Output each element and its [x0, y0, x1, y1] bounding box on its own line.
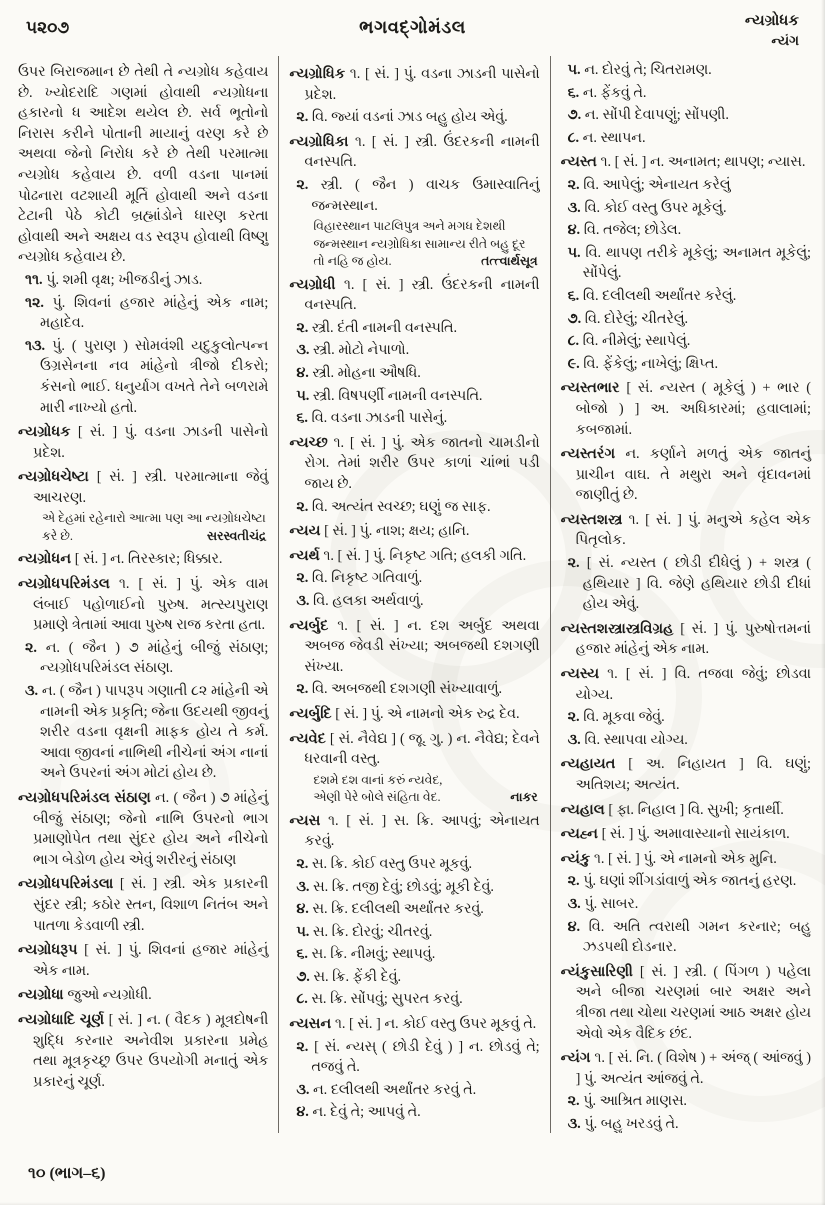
running-head-last-word: ન્યંગ — [771, 33, 799, 48]
dictionary-entry: ન્યર્થ ૧. [ સં. ] પું. નિકૃષ્ટ ગતિ; હલકી ગતિ. — [289, 547, 527, 564]
headword: ન્યસ — [289, 812, 321, 829]
dictionary-entry: ૨. [ સં. ન્યસ્ ( છોડી દેવું ) ] ન. છોડવું તે; તજવું તે. — [296, 1038, 540, 1076]
definition-number: ૨. — [567, 176, 580, 193]
running-head-first-word: ન્યગ્રોધક — [744, 13, 799, 29]
definition-number: ૩. — [296, 342, 310, 359]
dictionary-entry: ૭. સ. ક્રિ. ફેંકી દેવું. — [296, 968, 402, 985]
dictionary-entry: ન્યગ્રોધન [ સં. ] ન. તિરસ્કાર; ધિક્કાર. — [18, 551, 223, 568]
quote-line — [313, 789, 537, 807]
definition-number: ૨. — [296, 570, 309, 587]
definition-number: ૨. — [296, 176, 309, 193]
dictionary-entry: ૭. ન. સોંપી દેવાપણું; સોંપણી. — [567, 107, 729, 124]
definition-number: ૭. — [296, 968, 310, 985]
definition-number: ૨. — [567, 873, 580, 890]
citation-source: નાકર — [510, 790, 538, 805]
dictionary-entry: ૨. વિ. અત્યંત સ્વચ્છ; ઘણું જ સાફ. — [296, 498, 491, 515]
quote-text: જન્મસ્થાન ન્યગ્રોધિકા સામાન્ય રીતે બહુ દૂર — [313, 236, 526, 251]
dictionary-entry: ૨. વિ. મૂકવા જેવું. — [567, 709, 665, 726]
headword: ન્યર્થ — [289, 547, 320, 564]
dictionary-entry: ૫. વિ. થાપણ તરીકે મૂકેલું; અનામત મૂકેલું; સોંપેલું. — [567, 244, 811, 282]
headword: ન્યગ્રોધી — [289, 276, 336, 293]
definition-number: ૨. — [296, 1038, 309, 1055]
definition-number: ૪. — [296, 901, 309, 918]
quote-text: એ દેહમાં રહેનારો આત્મા પણ આ ન્યગ્રોધચેષ્ટા — [42, 511, 266, 526]
dictionary-entry: ૨. વિ. નિકૃષ્ટ ગતિવાળું. — [296, 570, 423, 587]
dictionary-entry: ૫. સ્ત્રી. વિષપર્ણી નામની વનસ્પતિ. — [296, 387, 483, 404]
dictionary-entry: ૨. વિ. જ્યાં વડનાં ઝાડ બહુ હોય એવું. — [296, 109, 508, 126]
dictionary-entry: ૩. સ્ત્રી. મોટો નેપાળો. — [296, 342, 410, 359]
headword: ન્યગ્રોધપરિમંડલ — [18, 576, 110, 593]
dictionary-entry: ૬. ન. ફેંકવું તે. — [567, 84, 647, 101]
definition-number: ૧૩. — [25, 337, 46, 354]
quote-line — [313, 253, 537, 271]
citation-source: સરસ્વતીચંદ્ર — [207, 528, 267, 543]
dictionary-entry: ૮. વિ. નીમેલું; સ્થાપેલું. — [567, 333, 691, 350]
headword: ન્યગ્રોધિકા — [289, 133, 349, 150]
headword: ન્યસ્ય — [560, 666, 600, 683]
citation-quote — [313, 218, 537, 271]
dictionary-entry: ૫. ન. દોરવું તે; ચિતરામણ. — [567, 62, 712, 78]
dictionary-entry: ન્યગ્રોધી ૧. [ સં. ] સ્ત્રી. ઉંદરકની નામની વનસ્પતિ. — [289, 276, 540, 314]
page-footer: ૧૦ (ભાગ–૬) — [28, 1165, 106, 1182]
headword: ન્યંકુ — [560, 850, 591, 867]
dictionary-entry: ૩. વિ. કોઈ વસ્તુ ઉપર મૂકેલું. — [567, 199, 727, 216]
definition-number: ૮. — [567, 129, 580, 146]
citation-quote — [42, 510, 266, 545]
dictionary-entry: ૬. વિ. વડના ઝાડની પાસેનું. — [296, 410, 448, 427]
quote-text: દશમે દશ વાનાં કરું ન્યવેદ, — [313, 772, 443, 787]
headword: ન્યગ્રોધક — [18, 424, 71, 441]
dictionary-entry: ૨. વિ. આપેલું; એનાયત કરેલું — [567, 176, 731, 193]
page-number: ૫૨૦૭ — [26, 18, 70, 37]
dictionary-entry: ન્યગ્રોધપરિમંડલ ૧. [ સં. ] પું. એક વામ લંબાઈ પહોળાઈનો પુરુષ. મત્સ્યપુરાણ પ્રમાણે ત્રેતામાં આવા પુરુષ રાજ કરતા હતા. — [18, 576, 269, 634]
dictionary-entry: ૪. સ. ક્રિ. દલીલથી અર્થાંતર કરવું. — [296, 901, 484, 918]
column-middle — [278, 56, 549, 1133]
dictionary-entry: ન્યહાયત [ અ. નિહાયત ] વિ. ઘણું; અતિશય; અત્યંત. — [560, 756, 811, 793]
quote-text: કરે છે. — [42, 528, 73, 543]
quote-line — [313, 218, 537, 236]
continuation-paragraph: ઉપર બિરાજમાન છે તેથી તે ન્યગ્રોધ કહેવાય છે. ખ્યોદરાદિ ગણમાં હોવાથી ન્યગ્રોધના હકારનો ધ આદેશ થયેલ છે. સર્વ ભૂતોનો નિરાસ કરીને પોતાની માયાનું વરણ કરે છે અથવા જેનો નિરોધ કરે છે તેથી પરમાત્મા ન્યગ્રોધ કહેવાય છે. વળી વડના પાનમાં પોઢનારા વટશાયી મૂર્તિ હોવાથી અને વડના ટેટાની પેઠે કોટી બ્રહ્માંડોને ધારણ કરતા હોવાથી અને અક્ષય વડ સ્વરૂપ હોવાથી વિષ્ણુ ન્યગ્રોધ કહેવાય છે. — [18, 64, 269, 266]
dictionary-entry: ૬. સ. ક્રિ. નીમવું; સ્થાપવું. — [296, 946, 436, 963]
definition-number: ૫. — [567, 62, 581, 78]
dictionary-entry: ૨. પું. ઘણાં શીંગડાંવાળું એક જાતનું હરણ. — [567, 873, 797, 890]
dictionary-entry: ૪. વિ. તજેલ; છોડેલ. — [567, 222, 682, 239]
definition-number: ૨. — [567, 555, 580, 572]
dictionary-entry: ન્યગ્રોધાદિ ચૂર્ણ [ સં. ] ન. ( વૈદક ) મૂત્રદોષની શુદ્ધિ કરનાર અનેવીશ પ્રકારના પ્રમેહ તથા મૂત્રકૃચ્છ્ર ઉપર ઉપયોગી મનાતું એક પ્રકારનું ચૂર્ણ. — [18, 1011, 269, 1090]
quote-line — [313, 772, 537, 790]
definition-number: ૨. — [567, 709, 580, 726]
dictionary-entry: ન્યસ્તશસ્ત્રાસ્ત્રવિગ્રહ [ સં. ] પું. પુરુષોત્તમનાં હજાર માંહેનું એક નામ. — [560, 620, 811, 658]
dictionary-entry: ૮. સ. ક્રિ. સોંપવું; સુપરત કરવું. — [296, 991, 463, 1008]
page-header — [0, 10, 825, 58]
definition-number: ૬. — [296, 946, 308, 963]
headword: ન્યહ્ન — [560, 826, 599, 843]
headword: ન્યર્બુદિ — [289, 705, 332, 722]
headword: ન્યસ્તભાર — [560, 380, 620, 397]
dictionary-entry: ૩. ન. દલીલથી અર્થાંતર કરવું તે. — [296, 1081, 477, 1098]
dictionary-entry: ન્યગ્રોધિકા ૧. [ સં. ] સ્ત્રી. ઉંદરકની નામની વનસ્પતિ. — [289, 133, 540, 171]
dictionary-entry: ૭. વિ. દોરેલું; ચીતરેલું. — [567, 310, 689, 327]
headword: ન્યસ્ત — [560, 154, 597, 171]
definition-number: ૨. — [296, 498, 309, 515]
definition-number: ૩. — [25, 683, 39, 700]
dictionary-entry: ન્યસ્તશસ્ત્ર ૧. [ સં. ] પું. મનુએ કહેલ એક પિતૃલોક. — [560, 511, 811, 549]
dictionary-entry: ૧૨. પું. શિવનાં હજાર માંહેનું એક નામ; મહાદેવ. — [25, 294, 269, 332]
headword: ન્યચ્છ — [289, 434, 328, 451]
running-head — [745, 12, 799, 50]
quote-text: તો નહિ જ હોય. — [313, 254, 392, 269]
dictionary-entry: ન્યંકુ ૧. [ સં. ] પું. એ નામનો એક મુનિ. — [560, 850, 777, 867]
headword: ન્યસ્તરંગ — [560, 446, 616, 463]
dictionary-entry: ન્યસ ૧. [ સં. ] સ. ક્રિ. આપવું; એનાયત કરવું. — [289, 812, 540, 850]
headword: ન્યસ્તશસ્ત્રાસ્ત્રવિગ્રહ — [560, 620, 674, 637]
dictionary-columns — [8, 56, 821, 1133]
definition-number: ૩. — [567, 1115, 581, 1132]
definition-number: ૩. — [296, 1081, 310, 1098]
dictionary-entry: ૨. સ્ત્રી. ( જૈન ) વાચક ઉમાસ્વાતિનું જન્મસ્થાન. — [296, 176, 540, 214]
quote-line — [42, 510, 266, 528]
dictionary-entry: ૨. [ સં. ન્યસ્ત ( છોડી દીધેલું ) + શસ્ત્ર ( હથિયાર ] વિ. જેણે હથિયાર છોડી દીધાં હોય એવું. — [567, 555, 811, 613]
definition-number: ૩. — [296, 878, 310, 895]
headword: ન્યગ્રોધન — [18, 551, 72, 568]
dictionary-entry: ૩. વિ. હલકા અર્થવાળું. — [296, 592, 424, 609]
dictionary-entry: ન્યસ્તરંગ ન. કર્ણાને મળતું એક જાતનું પ્રાચીન વાઘ. તે મથુરા અને વૃંદાવનમાં જાણીતું છે. — [560, 446, 811, 504]
definition-number: ૩. — [567, 895, 581, 912]
dictionary-entry: ન્યહ્ન [ સં. ] પું. અમાવાસ્યાનો સાયંકાળ. — [560, 826, 790, 843]
dictionary-entry: ૧૩. પું. ( પુરાણ ) સોમવંશી યદુકુલોત્પન્ન ઉગ્રસેનના નવ માંહેનો ત્રીજો દીકરો; કંસનો ભાઈ. ધનુર્યાગ વખતે તેને બળરામે મારી નાખ્યો હતો. — [25, 337, 269, 416]
dictionary-entry: ન્યર્બુદિ [ સં. ] પું. એ નામનો એક રુદ્ર દેવ. — [289, 705, 520, 722]
dictionary-entry: ન્યર્બુદ ૧. [ સં. ] ન. દશ અર્બુદ અથવા અબજ જેવડી સંખ્યા; અબજથી દશગણી સંખ્યા. — [289, 617, 540, 675]
book-title: ભગવદ્ગોમંડલ — [359, 17, 466, 37]
dictionary-entry: ન્યસન ૧. [ સં. ] ન. કોઈ વસ્તુ ઉપર મૂકવું તે. — [289, 1016, 537, 1033]
dictionary-entry: ન્યગ્રોધરૂપ [ સં. ] પું. શિવનાં હજાર માંહેનું એક નામ. — [18, 942, 269, 979]
dictionary-entry: ૮. ન. સ્થાપન. — [567, 129, 646, 146]
definition-number: ૧૧. — [25, 271, 43, 288]
dictionary-entry: ન્યય [ સં. ] પું. નાશ; ક્ષય; હાનિ. — [289, 523, 470, 540]
dictionary-entry: ન્યચ્છ ૧. [ સં. ] પું. એક જાતનો ચામડીનો રોગ. તેમાં શરીર ઉપર કાળાં ચાંભાં પડી જાય છે. — [289, 434, 540, 492]
quote-line — [313, 236, 537, 254]
dictionary-entry: ન્યગ્રોધપરિમંડલ સંઠાણ ન. ( જૈન ) ૭ માંહેનું બીજું સંઠાણ; જેનો નાભિ ઉપરનો ભાગ પ્રમાણોપેત તથા સુંદર હોય અને નીચેનો ભાગ બેડોળ હોય એવું શરીરનું સંઠાણ — [18, 790, 269, 868]
definition-number: ૧૨. — [25, 294, 44, 311]
headword: ન્યગ્રોધપરિમંડલ સંઠાણ — [18, 790, 151, 806]
headword: ન્યંકુસારિણી — [560, 963, 634, 980]
definition-number: ૩. — [296, 592, 310, 609]
column-right — [550, 56, 821, 1133]
dictionary-entry: ૩. વિ. સ્થાપવા યોગ્ય. — [567, 731, 688, 748]
dictionary-entry: ન્યંકુસારિણી [ સં. ] સ્ત્રી. ( પિંગળ ) પહેલા અને બીજા ચરણમાં બાર અક્ષર અને ત્રીજા તથા ચોથા ચરણમાં આઠ અક્ષર હોય એવો એક વૈદિક છંદ. — [560, 963, 811, 1042]
dictionary-entry: ૯. વિ. ફેંકેલું; નાખેલું; ક્ષિપ્ત. — [567, 355, 719, 372]
headword: ન્યગ્રોધા — [18, 987, 64, 1004]
dictionary-entry: ન્યસ્ત ૧. [ સં. ] ન. અનામત; થાપણ; ન્યાસ. — [560, 154, 806, 171]
definition-number: ૬. — [296, 410, 308, 427]
headword: ન્યહાયત — [560, 756, 616, 773]
definition-number: ૭. — [567, 310, 582, 327]
dictionary-entry: ન્યગ્રોધા જુઓ ન્યગ્રોધી. — [18, 987, 152, 1004]
quote-line — [42, 528, 266, 546]
headword: ન્યંગ — [560, 1050, 591, 1067]
headword: ન્યર્બુદ — [289, 617, 329, 634]
definition-number: ૭. — [567, 107, 582, 124]
dictionary-entry: ૧૧. પું. શમી વૃક્ષ; ખીજડીનું ઝાડ. — [25, 271, 203, 288]
dictionary-entry: ૪. સ્ત્રી. મોહના ઔષધિ. — [296, 365, 421, 382]
definition-number: ૬. — [567, 287, 580, 304]
dictionary-entry: ન્યસ્તભાર [ સં. ન્યસ્ત ( મૂકેલું ) + ભાર ( બોજો ) ] અ. અધિકારમાં; હવાલામાં; કબજામાં. — [560, 380, 811, 438]
definition-number: ૬. — [567, 84, 580, 101]
definition-number: ૨. — [296, 855, 309, 872]
dictionary-entry: ૩. પું. સાબર. — [567, 895, 639, 912]
headword: ન્યગ્રોધચેષ્ટા — [18, 469, 89, 486]
headword: ન્યસ્તશસ્ત્ર — [560, 511, 623, 528]
definition-number: ૫. — [567, 244, 581, 261]
scan-edge — [821, 0, 825, 1205]
dictionary-entry: ૨. સ. ક્રિ. કોઈ વસ્તુ ઉપર મૂકવું. — [296, 855, 473, 872]
citation-quote — [313, 772, 537, 807]
dictionary-entry: ૨. ન. ( જૈન ) ૭ માંહેનું બીજું સંઠાણ; ન્યગ્રોધપરિમંડલ સંઠાણ. — [25, 639, 269, 677]
headword: ન્યય — [289, 523, 321, 540]
dictionary-entry: ૩. પું. બહુ ખરડવું તે. — [567, 1115, 679, 1132]
dictionary-entry: ૫. સ. ક્રિ. દોરવું; ચીતરવું. — [296, 923, 433, 940]
dictionary-entry: ન્યગ્રોધિક ૧. [ સં. ] પું. વડના ઝાડની પાસેનો પ્રદેશ. — [289, 66, 540, 103]
definition-number: ૪. — [567, 918, 581, 935]
definition-number: ૪. — [296, 365, 309, 382]
quote-text: વિહારસ્થાન પાટલિપુત્ર અને મગધ દેશથી — [313, 219, 506, 234]
headword: ન્યગ્રોધિક — [289, 66, 346, 82]
definition-number: ૫. — [296, 387, 310, 404]
dictionary-entry: ૩. ન. ( જૈન ) પાપરૂપ ગણાતી ૮૨ માંહેની એ નામની એક પ્રકૃતિ; જેના ઉદયથી જીવનું શરીર વડના વૃક્ષની માફક હોય તે કર્મ. આવા જીવનાં નાભિથી નીચેનાં અંગ નાનાં અને ઉપરનાં અંગ મોટાં હોય છે. — [25, 683, 269, 782]
quote-text: એણી પેરે બોલે સંહિતા વેદ. — [313, 790, 441, 805]
dictionary-entry: ન્યહાલ [ ફા. નિહાલ ] વિ. સુખી; કૃતાર્થી. — [560, 801, 784, 818]
dictionary-entry: ૪. ન. દેવું તે; આપવું તે. — [296, 1104, 421, 1121]
dictionary-entry: ન્યગ્રોધક [ સં. ] પું. વડના ઝાડની પાસેનો પ્રદેશ. — [18, 424, 269, 461]
dictionary-entry: ન્યગ્રોધપરિમંડલા [ સં. ] સ્ત્રી. એક પ્રકારની સુંદર સ્ત્રી; કઠોર સ્તન, વિશાળ નિતંબ અને પાતળા કેડવાળી સ્ત્રી. — [18, 876, 269, 934]
dictionary-entry: ન્યસ્ય ૧. [ સં. ] વિ. તજવા જેવું; છોડવા યોગ્ય. — [560, 666, 811, 703]
definition-number: ૫. — [296, 923, 310, 940]
headword: ન્યગ્રોધાદિ ચૂર્ણ — [18, 1011, 105, 1028]
headword: ન્યસન — [289, 1016, 332, 1033]
definition-number: ૨. — [296, 681, 309, 698]
dictionary-entry: ૬. વિ. દલીલથી અર્થાંતર કરેલું. — [567, 287, 737, 304]
column-left — [8, 56, 278, 1133]
dictionary-entry: ૪. વિ. અતિ ત્વરાથી ગમન કરનાર; બહુ ઝડપથી દોડનાર. — [567, 918, 811, 956]
definition-number: ૪. — [567, 222, 581, 239]
dictionary-entry: ન્યવેદ [ સં. નૈવેદ્ય ] ( જૂ. ગુ. ) ન. નૈવેદ્ય; દેવને ધરવાની વસ્તુ. — [289, 730, 540, 768]
headword: ન્યગ્રોધપરિમંડલા — [18, 876, 114, 893]
definition-number: ૩. — [567, 199, 581, 216]
dictionary-entry: ૨. પું. આશ્રિત માણસ. — [567, 1093, 687, 1110]
citation-source: તત્ત્વાર્થસૂત્ર — [481, 254, 538, 269]
definition-number: ૨. — [296, 109, 309, 126]
definition-number: ૯. — [567, 355, 580, 372]
dictionary-entry: ૨. વિ. અબજથી દશગણી સંખ્યાવાળું. — [296, 681, 503, 698]
dictionary-entry: ન્યગ્રોધચેષ્ટા [ સં. ] સ્ત્રી. પરમાત્માના જેવું આચરણ. — [18, 469, 269, 506]
definition-number: ૨. — [567, 1093, 580, 1110]
definition-number: ૮. — [296, 991, 308, 1008]
definition-number: ૪. — [296, 1104, 309, 1121]
definition-number: ૩. — [567, 731, 581, 748]
dictionary-entry: ૩. સ. ક્રિ. તજી દેવું; છોડવું; મૂકી દેવું. — [296, 878, 494, 895]
headword: ન્યવેદ — [289, 730, 326, 747]
definition-number: ૨. — [25, 639, 37, 656]
headword: ન્યગ્રોધરૂપ — [18, 942, 78, 959]
dictionary-entry: ન્યંગ ૧. [ સં. નિ. ( વિશેષ ) + અંજ્ ( આંજવું ) ] પું. અત્યંત આંજવું તે. — [560, 1050, 811, 1087]
definition-number: ૮. — [567, 333, 580, 350]
definition-number: ૨. — [296, 319, 309, 336]
dictionary-entry: ૨. સ્ત્રી. દંતી નામની વનસ્પતિ. — [296, 319, 458, 336]
headword: ન્યહાલ — [560, 801, 605, 818]
